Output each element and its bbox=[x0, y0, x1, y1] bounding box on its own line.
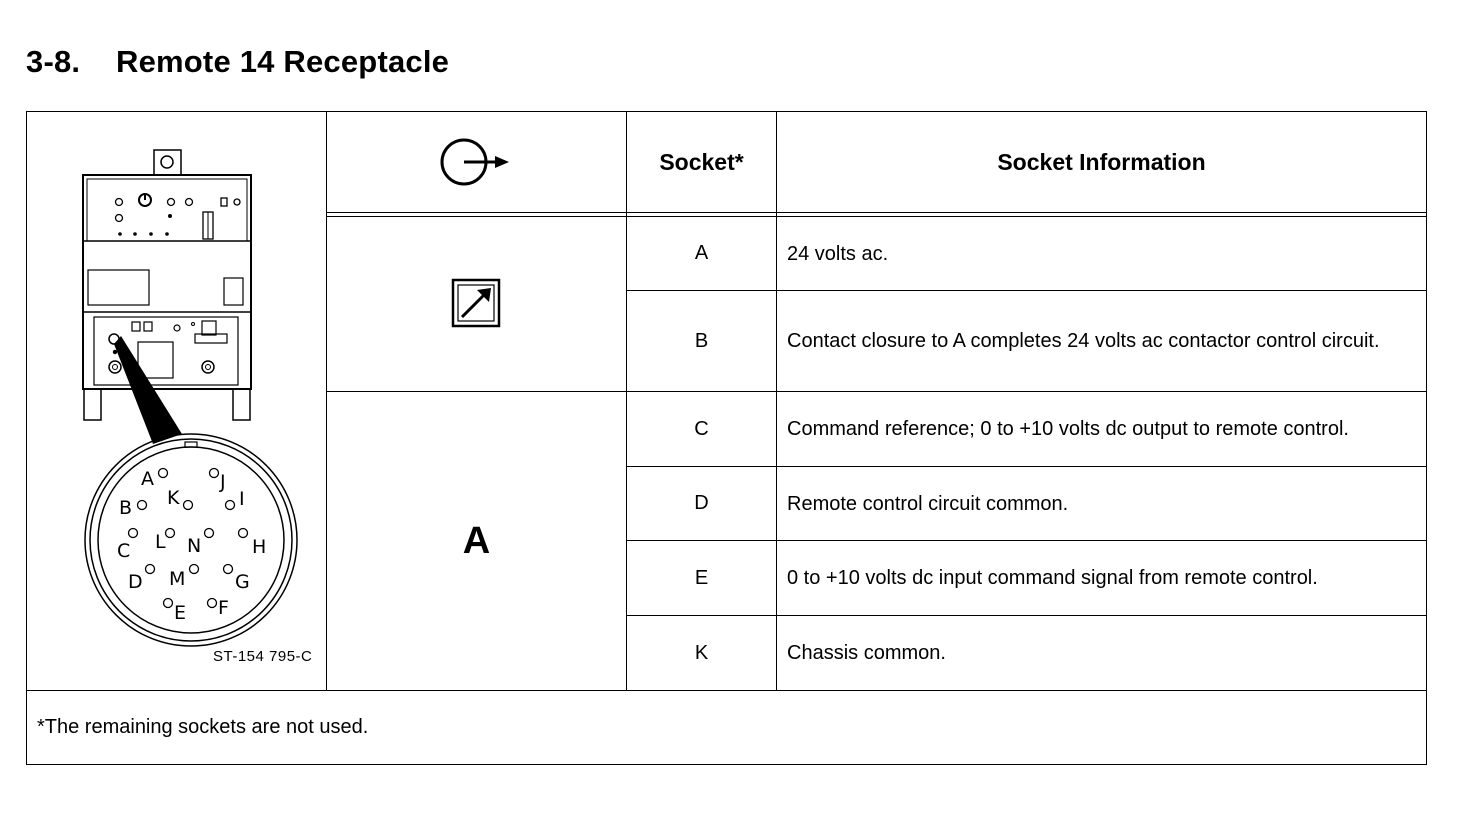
pin-label-b: B bbox=[119, 497, 133, 519]
pin-label-a: A bbox=[141, 468, 154, 490]
socket-info: Remote control circuit common. bbox=[787, 492, 1069, 515]
header-output-symbol bbox=[327, 112, 626, 212]
socket-info: Command reference; 0 to +10 volts dc output to remote control. bbox=[787, 418, 1349, 440]
pin-label-d: D bbox=[128, 571, 143, 593]
socket-letter: B bbox=[694, 329, 709, 352]
section-number: 3-8. bbox=[26, 44, 81, 79]
header-socket: Socket* bbox=[659, 148, 744, 175]
socket-letter: D bbox=[694, 492, 709, 514]
output-circle-arrow-icon bbox=[437, 134, 517, 190]
pin-label-k: K bbox=[167, 487, 180, 509]
socket-info: Chassis common. bbox=[787, 642, 946, 664]
socket-letter: C bbox=[694, 417, 709, 440]
receptacle-table bbox=[26, 111, 1427, 765]
section-title bbox=[26, 44, 449, 80]
pin-label-j: J bbox=[220, 471, 226, 493]
pin-label-g: G bbox=[235, 571, 250, 593]
header-rule-top bbox=[326, 212, 1426, 213]
group-amperage-symbol: A bbox=[462, 519, 491, 562]
pin-label-e: E bbox=[174, 602, 187, 624]
header-socket-info: Socket Information bbox=[997, 148, 1206, 175]
socket-info: 24 volts ac. bbox=[787, 242, 889, 265]
socket-info: Contact closure to A completes 24 volts ac contactor control circuit. bbox=[787, 330, 1380, 352]
pin-label-l: L bbox=[155, 531, 166, 553]
socket-letter: E bbox=[694, 566, 709, 589]
footnote: *The remaining sockets are not used. bbox=[37, 716, 369, 738]
figure-reference-number: ST-154 795-C bbox=[213, 648, 313, 665]
section-title-text: Remote 14 Receptacle bbox=[116, 44, 450, 79]
pin-label-h: H bbox=[252, 536, 267, 558]
pin-label-n: N bbox=[187, 535, 202, 557]
socket-info: 0 to +10 volts dc input command signal from remote control. bbox=[787, 567, 1318, 589]
pin-label-i: I bbox=[239, 488, 245, 510]
socket-letter: K bbox=[694, 641, 709, 664]
welder-front-panel-illustration bbox=[27, 112, 326, 690]
pin-label-c: C bbox=[117, 540, 131, 562]
pin-label-f: F bbox=[218, 597, 229, 619]
pin-label-m: M bbox=[169, 568, 186, 590]
group-contactor-symbol bbox=[327, 217, 626, 391]
socket-letter: A bbox=[694, 242, 709, 264]
contactor-output-icon bbox=[451, 278, 503, 330]
